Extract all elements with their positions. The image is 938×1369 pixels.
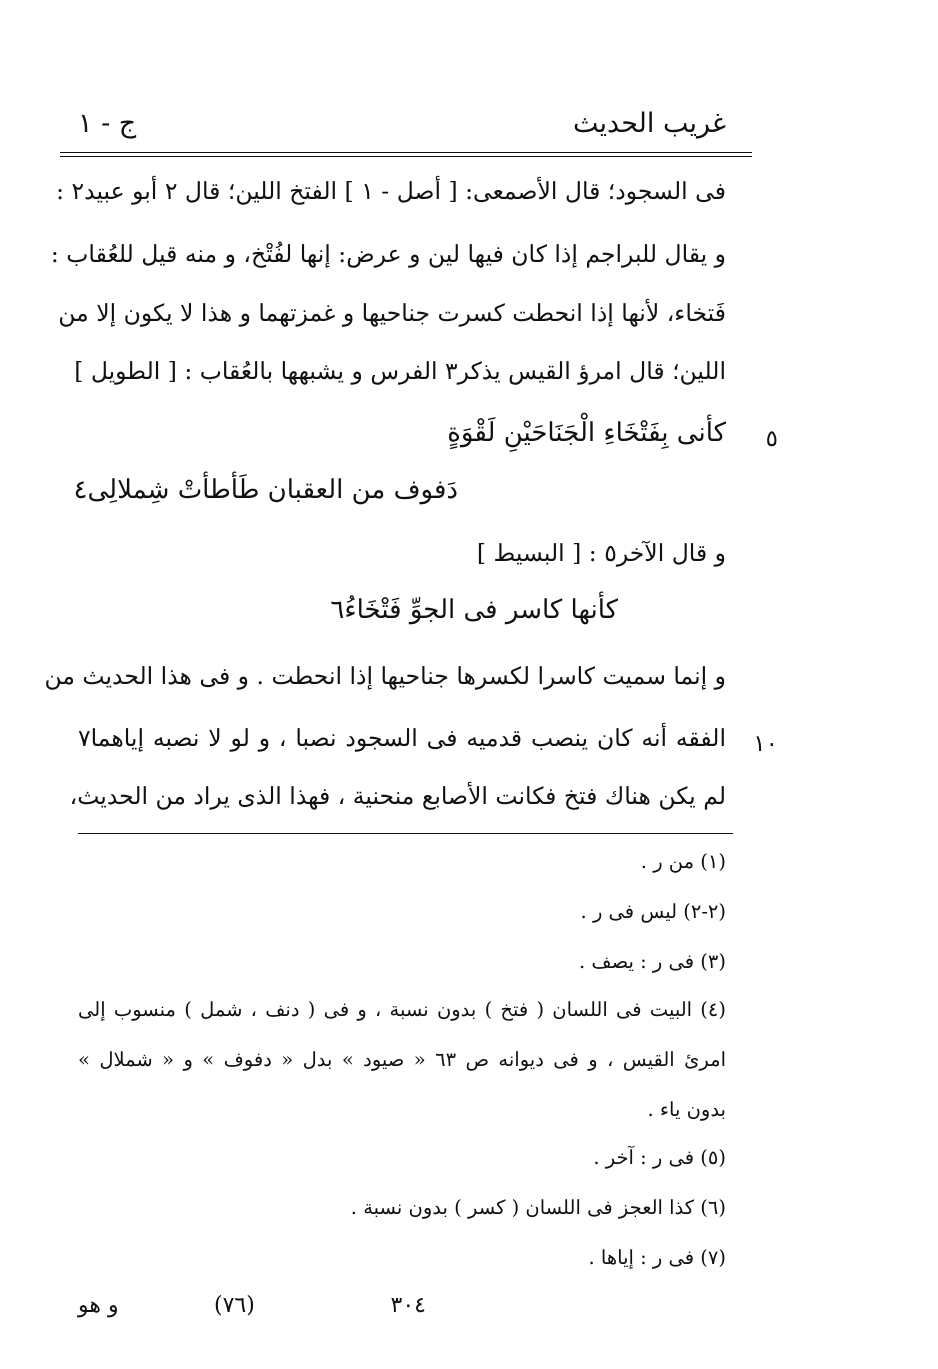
text-line: و يقال للبراجم إذا كان فيها لين و عرض: إنها لفُتْخ، و منه قيل للعُقاب :: [50, 240, 726, 268]
footnote: (٢-٢) ليس فى ر .: [580, 900, 726, 923]
part-number: (٧٦): [214, 1293, 255, 1318]
header-rule: [60, 152, 752, 157]
page-footer: [78, 1293, 726, 1329]
footnote-continued: بدون ياء .: [647, 1098, 726, 1121]
footnote-continued: امرئ القيس ، و فى ديوانه ص ٦٣ « صيود » بدل « دفوف » و « شملال »: [78, 1048, 727, 1071]
running-header: [78, 108, 726, 148]
volume-label: ج - ١: [78, 108, 137, 139]
verse-hemistich: دَفوف من العقبان طَأطأتْ شِملالِى٤: [73, 475, 458, 505]
footnote: (١) من ر .: [640, 850, 726, 873]
book-title: غريب الحديث: [573, 108, 726, 139]
footnote: (٦) كذا العجز فى اللسان ( كسر ) بدون نسبة .: [350, 1196, 726, 1219]
footnote: (٧) فى ر : إياها .: [588, 1246, 726, 1269]
text-line: لم يكن هناك فتخ فكانت الأصابع منحنية ، فهذا الذى يراد من الحديث،: [69, 782, 726, 810]
footnote: (٤) البيت فى اللسان ( فتخ ) بدون نسبة ، و فى ( دنف ، شمل ) منسوب إلى: [78, 998, 726, 1021]
line-number: ١٠: [753, 731, 778, 757]
footnote: (٣) فى ر : يصف .: [579, 950, 726, 973]
text-line: و قال الآخر٥ : [ البسيط ]: [476, 539, 726, 567]
line-number: ٥: [765, 426, 778, 452]
footnote: (٥) فى ر : آخر .: [593, 1146, 726, 1169]
text-line: الفقه أنه كان ينصب قدميه فى السجود نصبا ، و لو لا نصبه إياهما٧: [78, 724, 726, 752]
text-line: فى السجود؛ قال الأصمعى: [ أصل - ١ ] الفتخ اللين؛ قال ٢ أبو عبيد٢ :: [56, 177, 726, 205]
page-number: ٣٠٤: [390, 1293, 426, 1318]
verse-hemistich: كأنى بِفَتْخَاءِ الْجَنَاحَيْنِ لَقْوَةٍ: [447, 418, 726, 448]
catchword: و هو: [78, 1293, 119, 1318]
text-line: و إنما سميت كاسرا لكسرها جناحيها إذا انحطت . و فى هذا الحديث من: [44, 662, 726, 690]
text-line: اللين؛ قال امرؤ القيس يذكر٣ الفرس و يشبهها بالعُقاب : [ الطويل ]: [74, 357, 726, 385]
footnote-rule: [78, 833, 733, 834]
text-line: فَتخاء، لأنها إذا انحطت كسرت جناحيها و غمزتهما و هذا لا يكون إلا من: [58, 299, 726, 327]
verse-hemistich: كأنها كاسر فى الجوِّ فَتْخَاءُ٦: [330, 595, 618, 625]
